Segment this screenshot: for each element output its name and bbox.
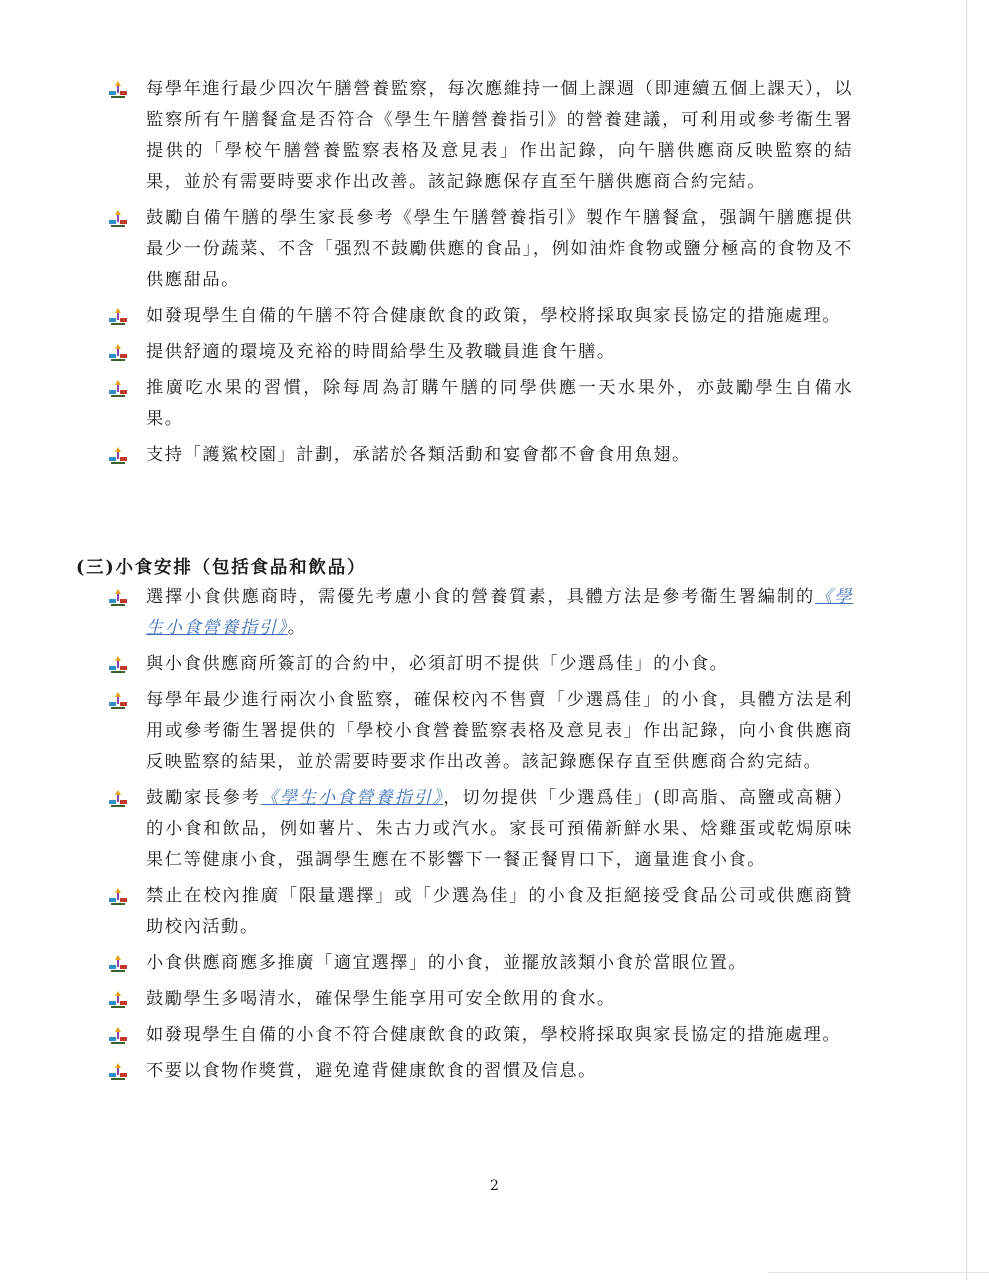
list-item-text: 鼓勵學生多喝清水，確保學生能享用可安全飲用的食水。 — [146, 989, 616, 1009]
bullet-icon — [108, 80, 128, 100]
bullet-icon — [108, 343, 128, 363]
list-item — [108, 582, 853, 644]
lunch-arrangement-list-block — [108, 74, 853, 476]
snack-arrangement-heading: (三)小食安排（包括食品和飲品） — [76, 558, 367, 578]
list-item — [108, 440, 853, 471]
bullet-icon — [108, 588, 128, 608]
list-item-text: 推廣吃水果的習慣，除每周為訂購午膳的同學供應一天水果外，亦鼓勵學生自備水果。 — [146, 378, 853, 429]
snack-arrangement-list-block — [108, 582, 853, 1092]
bullet-icon — [108, 691, 128, 711]
bullet-icon — [108, 655, 128, 675]
list-item-text: 小食供應商應多推廣「適宜選擇」的小食，並擺放該類小食於當眼位置。 — [146, 953, 748, 973]
list-item-text: 禁止在校內推廣「限量選擇」或「少選為佳」的小食及拒絕接受食品公司或供應商贊助校內活動。 — [146, 886, 853, 937]
list-item — [108, 74, 853, 198]
list-item — [108, 203, 853, 296]
snack-guideline-link[interactable]: 《學生小食營養指引》 — [260, 788, 444, 808]
lunch-arrangement-list — [108, 74, 853, 471]
list-item — [108, 301, 853, 332]
list-item-text: 每學年進行最少四次午膳營養監察，每次應維持一個上課週（即連續五個上課天），以監察所有午膳餐盒是否符合《學生午膳營養指引》的營養建議，可利用或參考衞生署提供的「學校午膳營養監察表格及意見表」作出記錄，向午膳供應商反映監察的結果，並於有需要時要求作出改善。該記錄應保存直至午膳供應商合約完結。 — [146, 79, 853, 192]
scan-edge-line — [966, 0, 967, 1280]
page-number: 2 — [490, 1178, 499, 1194]
list-item-text-tail: ，切勿提供「少選爲佳」(即高脂、高鹽或高糖）的小食和飲品，例如薯片、朱古力或汽水。家長可預備新鮮水果、焓雞蛋或乾焗原味果仁等健康小食，强調學生應在不影響下一餐正餐胃口下，適量進食小食。 — [146, 788, 853, 870]
list-item-text: 每學年最少進行兩次小食監察，確保校內不售賣「少選爲佳」的小食，具體方法是利用或參考衞生署提供的「學校小食營養監察表格及意見表」作出記錄，向小食供應商反映監察的結果，並於需要時要求作出改善。該記錄應保存直至供應商合約完結。 — [146, 690, 853, 772]
bullet-icon — [108, 1062, 128, 1082]
bullet-icon — [108, 1026, 128, 1046]
list-item-text: 如發現學生自備的小食不符合健康飲食的政策，學校將採取與家長協定的措施處理。 — [146, 1025, 842, 1045]
list-item — [108, 337, 853, 368]
list-item — [108, 685, 853, 778]
bullet-icon — [108, 954, 128, 974]
list-item-text: 鼓勵自備午膳的學生家長參考《學生午膳營養指引》製作午膳餐盒，强調午膳應提供最少一份蔬菜、不含「强烈不鼓勵供應的食品」，例如油炸食物或鹽分極高的食物及不供應甜品。 — [146, 208, 853, 290]
list-item — [108, 373, 853, 435]
list-item — [108, 984, 853, 1015]
list-item-text: 不要以食物作獎賞，避免違背健康飲食的習慣及信息。 — [146, 1061, 597, 1081]
list-item-text: 提供舒適的環境及充裕的時間給學生及教職員進食午膳。 — [146, 342, 616, 362]
bullet-icon — [108, 307, 128, 327]
snack-arrangement-list — [108, 582, 853, 1087]
list-item-text: 如發現學生自備的午膳不符合健康飲食的政策，學校將採取與家長協定的措施處理。 — [146, 306, 842, 326]
bullet-icon — [108, 446, 128, 466]
list-item-text: 選擇小食供應商時，需優先考慮小食的營養質素，具體方法是參考衞生署編制的 — [146, 587, 816, 607]
list-item — [108, 1056, 853, 1087]
list-item — [108, 948, 853, 979]
list-item — [108, 649, 853, 680]
bullet-icon — [108, 379, 128, 399]
list-item — [108, 881, 853, 943]
list-item-text: 與小食供應商所簽訂的合約中，必須訂明不提供「少選爲佳」的小食。 — [146, 654, 729, 674]
bullet-icon — [108, 789, 128, 809]
bullet-icon — [108, 990, 128, 1010]
list-item — [108, 1020, 853, 1051]
bullet-icon — [108, 209, 128, 229]
list-item — [108, 783, 853, 876]
bullet-icon — [108, 887, 128, 907]
scan-bottom-line — [768, 1272, 989, 1273]
list-item-text: 支持「護鯊校園」計劃，承諾於各類活動和宴會都不會食用魚翅。 — [146, 445, 691, 465]
list-item-text-tail: 。 — [287, 618, 307, 638]
list-item-text: 鼓勵家長參考 — [146, 788, 261, 808]
snack-guideline-link[interactable]: 《學生小食營養指引》 — [146, 587, 853, 638]
